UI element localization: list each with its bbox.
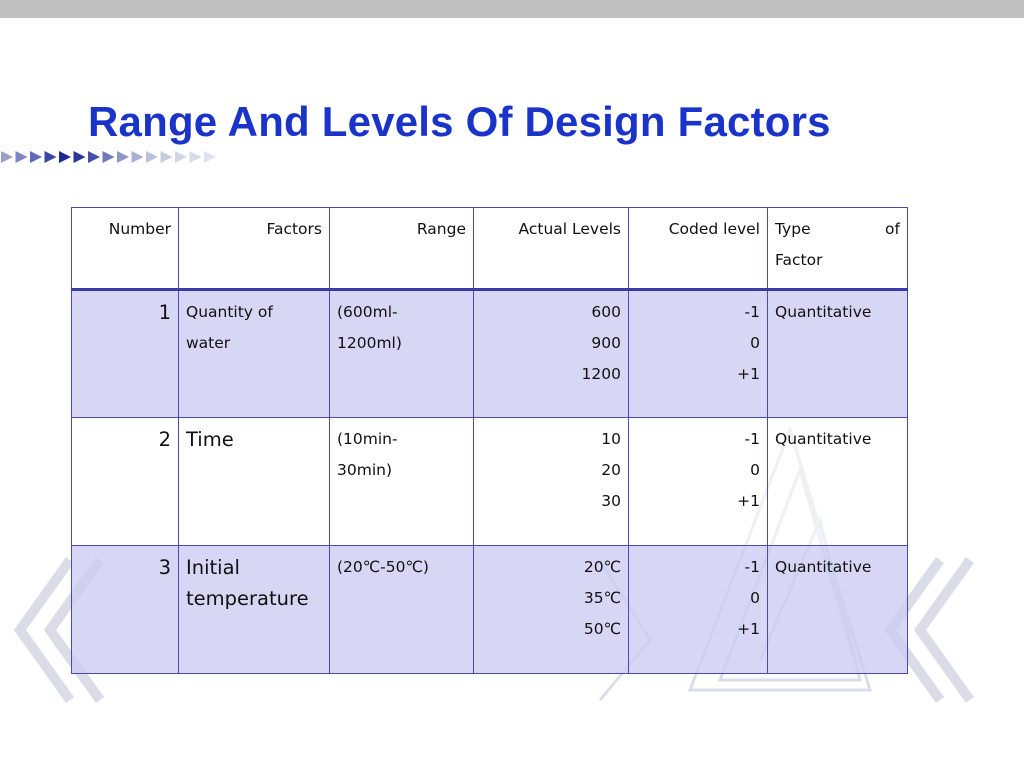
- table-header-row: [72, 208, 908, 290]
- arrow-shape: [132, 151, 144, 163]
- level-value: 900: [591, 334, 621, 352]
- factor-text: temperature: [186, 587, 309, 610]
- design-factors-table: [71, 207, 908, 674]
- row-actual-levels: [474, 290, 629, 418]
- range-text: (600ml-: [337, 303, 398, 321]
- arrow-shape: [103, 151, 115, 163]
- arrow-shape: [117, 151, 129, 163]
- row-factor: [179, 290, 330, 418]
- row-range: (20℃-50℃): [330, 546, 474, 674]
- row-range: [330, 290, 474, 418]
- coded-value: -1: [744, 303, 760, 321]
- row-coded-levels: [629, 418, 768, 546]
- row-coded-levels: [629, 290, 768, 418]
- header-actual-levels: Actual Levels: [474, 208, 629, 290]
- table-row: [72, 290, 908, 418]
- header-factor-word: Factor: [775, 251, 823, 269]
- row-actual-levels: [474, 418, 629, 546]
- factor-text: Quantity of: [186, 303, 273, 321]
- table-row: [72, 546, 908, 674]
- arrow-shape: [74, 151, 86, 163]
- arrow-shape: [30, 151, 42, 163]
- arrow-decoration: [0, 150, 230, 164]
- level-value: 30: [601, 492, 621, 510]
- range-text: (10min-: [337, 430, 398, 448]
- arrow-shape: [88, 151, 100, 163]
- range-text: 30min): [337, 461, 392, 479]
- row-range: [330, 418, 474, 546]
- coded-value: -1: [744, 558, 760, 576]
- coded-value: 0: [750, 334, 760, 352]
- arrow-shape: [45, 151, 57, 163]
- level-value: 35℃: [583, 589, 621, 607]
- range-text: 1200ml): [337, 334, 402, 352]
- arrow-shape: [161, 151, 173, 163]
- header-of-word: of: [885, 220, 900, 238]
- arrow-shape: [175, 151, 187, 163]
- header-number: Number: [72, 208, 179, 290]
- row-factor: [179, 546, 330, 674]
- factor-text: Initial: [186, 556, 240, 579]
- arrow-shape: [1, 151, 13, 163]
- row-number: 1: [72, 290, 179, 418]
- row-factor: Time: [179, 418, 330, 546]
- level-value: 600: [591, 303, 621, 321]
- header-range: Range: [330, 208, 474, 290]
- header-type-of-factor: [768, 208, 908, 290]
- level-value: 20℃: [583, 558, 621, 576]
- row-number: 3: [72, 546, 179, 674]
- row-actual-levels: [474, 546, 629, 674]
- coded-value: +1: [737, 492, 760, 510]
- arrow-shape: [146, 151, 158, 163]
- row-type: Quantitative: [768, 290, 908, 418]
- factor-text: water: [186, 334, 231, 352]
- arrow-shape: [59, 151, 71, 163]
- arrow-shape: [16, 151, 28, 163]
- level-value: 20: [601, 461, 621, 479]
- header-type-word: Type: [775, 220, 811, 238]
- coded-value: +1: [737, 365, 760, 383]
- coded-value: 0: [750, 461, 760, 479]
- level-value: 50℃: [583, 620, 621, 638]
- arrow-shape: [190, 151, 202, 163]
- row-coded-levels: [629, 546, 768, 674]
- table-row: [72, 418, 908, 546]
- coded-value: +1: [737, 620, 760, 638]
- coded-value: -1: [744, 430, 760, 448]
- row-type: Quantitative: [768, 546, 908, 674]
- arrow-shape: [204, 151, 216, 163]
- coded-value: 0: [750, 589, 760, 607]
- level-value: 10: [601, 430, 621, 448]
- level-value: 1200: [581, 365, 621, 383]
- header-coded-level: Coded level: [629, 208, 768, 290]
- header-factors: Factors: [179, 208, 330, 290]
- slide-title: Range And Levels Of Design Factors: [88, 98, 831, 145]
- row-number: 2: [72, 418, 179, 546]
- row-type: Quantitative: [768, 418, 908, 546]
